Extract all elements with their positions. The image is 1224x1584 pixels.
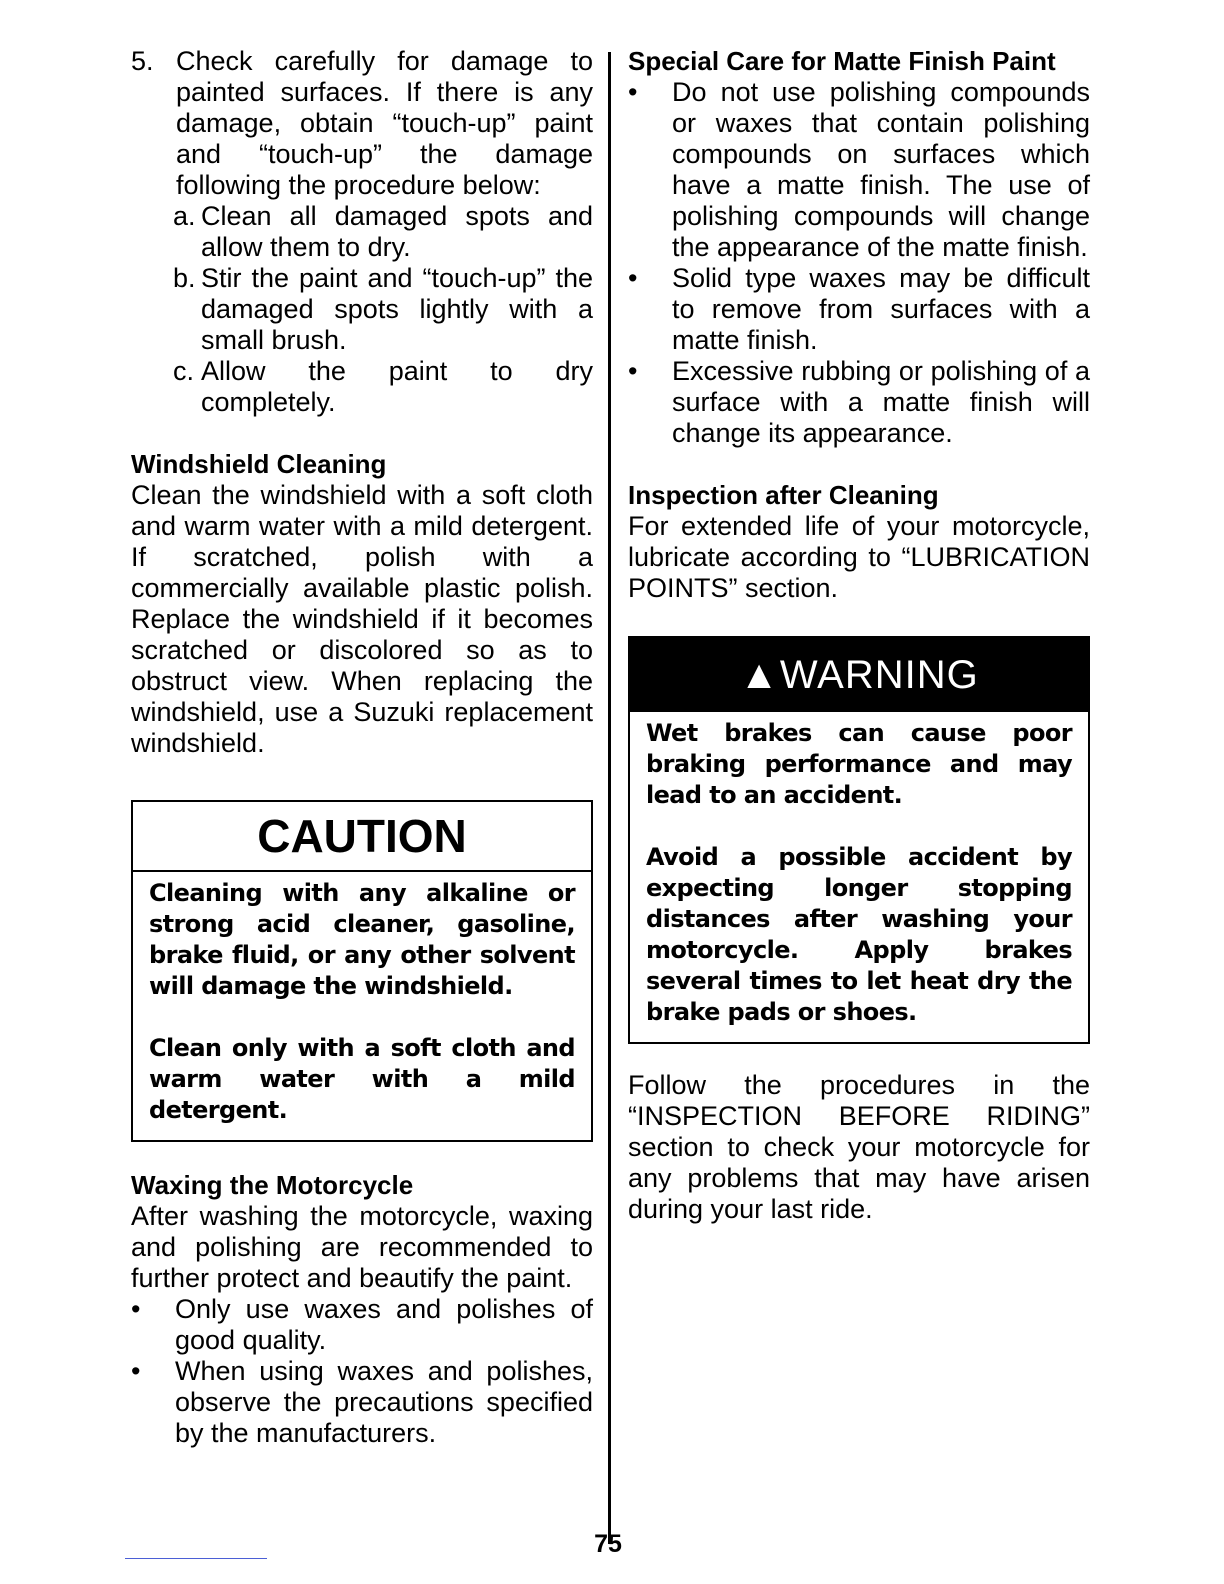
substep-b — [131, 263, 593, 356]
left-column — [131, 46, 593, 1449]
follow-paragraph: Follow the procedures in the “INSPECTION BEFORE RIDING” section to check your motorcycle for any problems that may have arisen during your last ride. — [628, 1070, 1090, 1224]
inspection-heading: Inspection after Cleaning — [628, 480, 939, 510]
step-5-number: 5. — [131, 46, 154, 76]
bullet-text: When using waxes and polishes, observe the precautions specified by the manufacturers. — [175, 1356, 593, 1448]
caution-body — [133, 872, 591, 1140]
warning-title — [630, 638, 1088, 712]
warning-box — [628, 636, 1090, 1044]
matte-bullet-3 — [628, 356, 1090, 449]
right-column — [628, 46, 1090, 1225]
bullet-icon: • — [628, 263, 638, 293]
column-divider — [608, 52, 611, 1544]
waxing-bullet-2 — [131, 1356, 593, 1449]
waxing-body: After washing the motorcycle, waxing and polishing are recommended to further protect and beautify the paint. — [131, 1201, 593, 1293]
bullet-icon: • — [628, 77, 638, 107]
warning-triangle-icon: ▲ — [739, 653, 780, 697]
page-number: 75 — [594, 1530, 622, 1558]
bullet-icon: • — [628, 356, 638, 386]
decorative-rule — [125, 1558, 267, 1559]
warning-paragraph-1: Wet brakes can cause poor braking performance and may lead to an accident. — [646, 719, 1072, 809]
windshield-body: Clean the windshield with a soft cloth and warm water with a mild detergent. If scratched, polish with a commercially available plastic polish. Replace the windshield if it becomes scratched or discolored so as to obstruct view. When replacing the windshield, use a Suzuki replacement windshield. — [131, 480, 593, 758]
substep-letter: b. — [173, 263, 196, 293]
bullet-icon: • — [131, 1356, 141, 1386]
waxing-heading: Waxing the Motorcycle — [131, 1170, 414, 1200]
caution-title: CAUTION — [133, 802, 591, 872]
bullet-text: Solid type waxes may be difficult to remove from surfaces with a matte finish. — [672, 263, 1090, 355]
waxing-bullet-1 — [131, 1294, 593, 1356]
substep-a — [131, 201, 593, 263]
substep-text: Clean all damaged spots and allow them to dry. — [201, 201, 593, 262]
warning-body — [630, 712, 1088, 1042]
substep-letter: a. — [173, 201, 196, 231]
matte-bullet-1 — [628, 77, 1090, 263]
matte-bullet-2 — [628, 263, 1090, 356]
substep-text: Allow the paint to dry completely. — [201, 356, 593, 417]
bullet-text: Only use waxes and polishes of good quality. — [175, 1294, 593, 1355]
bullet-text: Excessive rubbing or polishing of a surface with a matte finish will change its appearance. — [672, 356, 1090, 448]
step-5 — [131, 46, 593, 201]
step-5-text: Check carefully for damage to painted surfaces. If there is any damage, obtain “touch-up” paint and “touch-up” the damage following the procedure below: — [176, 46, 593, 200]
caution-box — [131, 800, 593, 1142]
matte-heading: Special Care for Matte Finish Paint — [628, 46, 1056, 76]
windshield-heading: Windshield Cleaning — [131, 449, 387, 479]
caution-paragraph-2: Clean only with a soft cloth and warm water with a mild detergent. — [149, 1034, 575, 1124]
substep-text: Stir the paint and “touch-up” the damaged spots lightly with a small brush. — [201, 263, 593, 355]
inspection-body: For extended life of your motorcycle, lubricate according to “LUBRICATION POINTS” section. — [628, 511, 1090, 603]
bullet-text: Do not use polishing compounds or waxes that contain polishing compounds on surfaces which have a matte finish. The use of polishing compounds will change the appearance of the matte finish. — [672, 77, 1090, 262]
warning-paragraph-2: Avoid a possible accident by expecting longer stopping distances after washing your motorcycle. Apply brakes several times to let heat dry the brake pads or shoes. — [646, 843, 1072, 1026]
bullet-icon: • — [131, 1294, 141, 1324]
substep-letter: c. — [173, 356, 195, 386]
substep-c — [131, 356, 593, 418]
warning-title-text: WARNING — [779, 653, 979, 697]
caution-paragraph-1: Cleaning with any alkaline or strong acid cleaner, gasoline, brake fluid, or any other solvent will damage the windshield. — [149, 879, 575, 1000]
